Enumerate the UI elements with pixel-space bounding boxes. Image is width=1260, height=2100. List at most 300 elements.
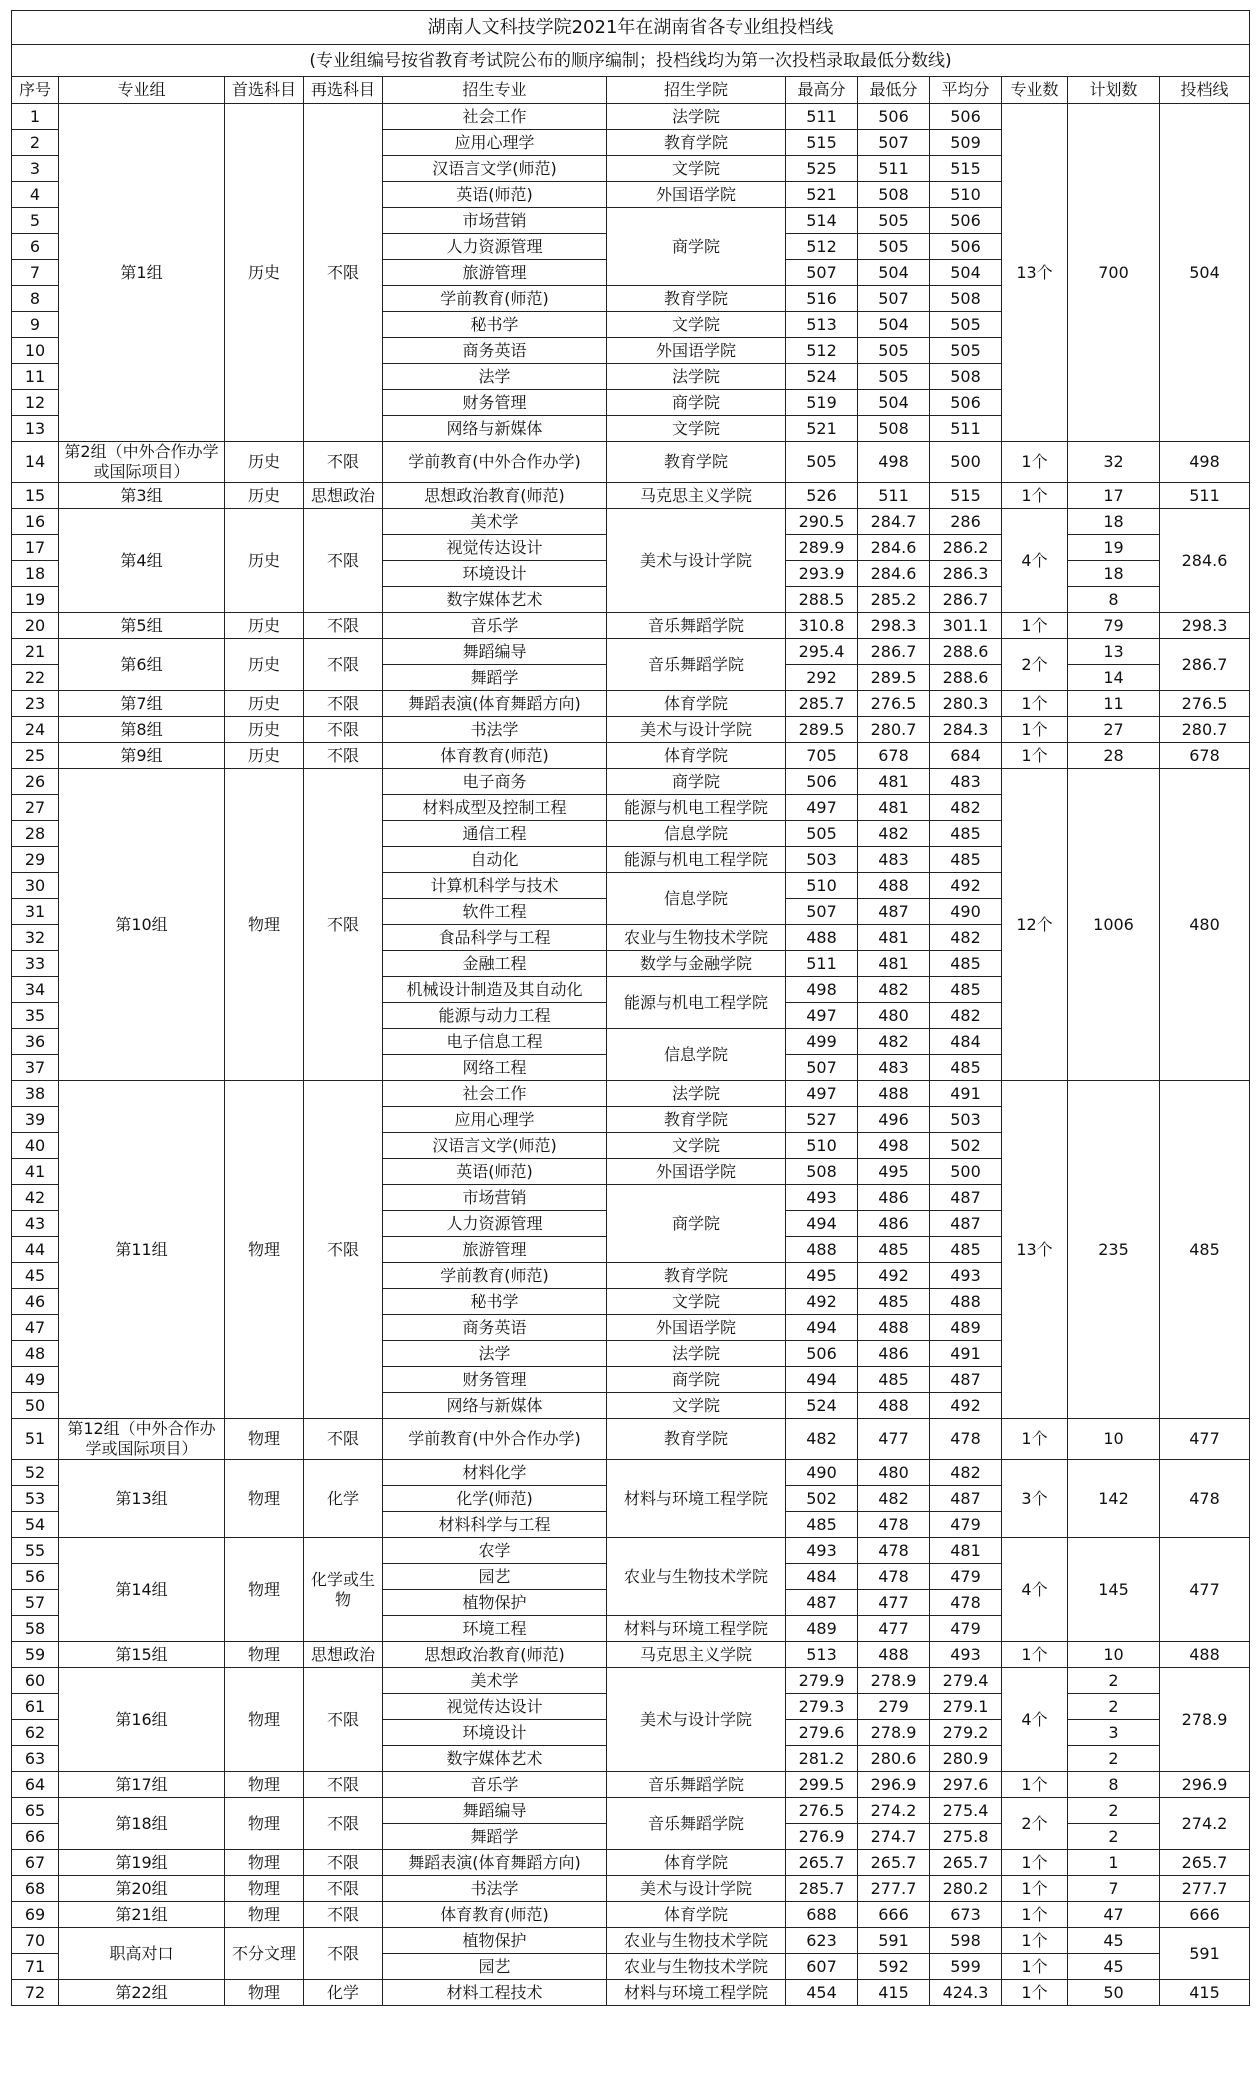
cell-avg-score: 505 [930,312,1002,338]
cell-seq: 4 [12,182,59,208]
cell-first-subject: 物理 [225,1798,304,1850]
cell-major: 电子信息工程 [383,1029,607,1055]
cell-major: 旅游管理 [383,260,607,286]
cell-min-score: 415 [858,1980,930,2006]
cell-seq: 23 [12,691,59,717]
cell-plan-count: 17 [1068,483,1160,509]
cell-max-score: 521 [786,182,858,208]
cell-major: 自动化 [383,847,607,873]
cell-first-subject: 历史 [225,717,304,743]
cell-max-score: 507 [786,1055,858,1081]
cell-max-score: 299.5 [786,1772,858,1798]
cell-max-score: 498 [786,977,858,1003]
cell-college: 材料与环境工程学院 [607,1616,786,1642]
cell-seq: 55 [12,1538,59,1564]
cell-seq: 61 [12,1694,59,1720]
cell-major: 软件工程 [383,899,607,925]
cell-college: 商学院 [607,769,786,795]
cell-min-score: 508 [858,416,930,442]
cell-seq: 50 [12,1393,59,1419]
cell-min-score: 505 [858,234,930,260]
cell-college: 教育学院 [607,1107,786,1133]
cell-second-subject: 思想政治 [304,1642,383,1668]
cell-seq: 3 [12,156,59,182]
table-row [12,1081,1250,1107]
cell-max-score: 510 [786,873,858,899]
cell-cutoff-score: 277.7 [1160,1876,1250,1902]
cell-cutoff-score: 276.5 [1160,691,1250,717]
cell-major: 环境设计 [383,1720,607,1746]
cell-second-subject: 思想政治 [304,483,383,509]
column-header: 再选科目 [304,77,383,104]
cell-major: 材料工程技术 [383,1980,607,2006]
cell-seq: 32 [12,925,59,951]
cell-seq: 6 [12,234,59,260]
cell-avg-score: 485 [930,951,1002,977]
cell-major: 视觉传达设计 [383,1694,607,1720]
cell-first-subject: 历史 [225,691,304,717]
cell-seq: 51 [12,1419,59,1460]
cell-college: 外国语学院 [607,338,786,364]
cell-seq: 60 [12,1668,59,1694]
cell-college: 教育学院 [607,1419,786,1460]
cell-plan-count: 47 [1068,1902,1160,1928]
cell-max-score: 505 [786,442,858,483]
cell-college: 文学院 [607,156,786,182]
cell-cutoff-score: 498 [1160,442,1250,483]
cell-college: 美术与设计学院 [607,509,786,613]
cell-college: 商学院 [607,208,786,286]
cell-cutoff-score: 280.7 [1160,717,1250,743]
cell-min-score: 274.2 [858,1798,930,1824]
cell-major: 英语(师范) [383,182,607,208]
cell-max-score: 292 [786,665,858,691]
cell-plan-count: 145 [1068,1538,1160,1642]
cell-avg-score: 504 [930,260,1002,286]
cell-avg-score: 478 [930,1419,1002,1460]
table-row [12,1980,1250,2006]
cell-first-subject: 物理 [225,1876,304,1902]
cell-min-score: 505 [858,364,930,390]
cell-min-score: 507 [858,286,930,312]
cell-seq: 18 [12,561,59,587]
cell-avg-score: 684 [930,743,1002,769]
cell-major: 舞蹈编导 [383,1798,607,1824]
cell-group: 职高对口 [59,1928,225,1980]
cell-college: 美术与设计学院 [607,717,786,743]
cell-seq: 33 [12,951,59,977]
cell-major: 汉语言文学(师范) [383,156,607,182]
cell-second-subject: 不限 [304,1081,383,1419]
cell-first-subject: 物理 [225,1772,304,1798]
cell-min-score: 485 [858,1289,930,1315]
cell-avg-score: 288.6 [930,665,1002,691]
cell-college: 教育学院 [607,1263,786,1289]
cell-max-score: 497 [786,795,858,821]
cell-min-score: 482 [858,1486,930,1512]
cell-max-score: 506 [786,769,858,795]
cell-cutoff-score: 296.9 [1160,1772,1250,1798]
cell-seq: 70 [12,1928,59,1954]
cell-major: 环境设计 [383,561,607,587]
table-row [12,691,1250,717]
cell-avg-score: 280.9 [930,1746,1002,1772]
cell-college: 美术与设计学院 [607,1876,786,1902]
cell-max-score: 521 [786,416,858,442]
cell-major: 网络与新媒体 [383,416,607,442]
cell-cutoff-score: 678 [1160,743,1250,769]
cell-seq: 64 [12,1772,59,1798]
cell-major-count: 1个 [1002,1772,1068,1798]
cell-avg-score: 511 [930,416,1002,442]
cell-group: 第16组 [59,1668,225,1772]
cell-min-score: 284.7 [858,509,930,535]
cell-avg-score: 492 [930,1393,1002,1419]
cell-second-subject: 不限 [304,509,383,613]
cell-avg-score: 515 [930,483,1002,509]
cell-max-score: 497 [786,1081,858,1107]
cell-seq: 54 [12,1512,59,1538]
cell-major: 环境工程 [383,1616,607,1642]
cell-college: 能源与机电工程学院 [607,795,786,821]
cell-min-score: 496 [858,1107,930,1133]
cell-min-score: 478 [858,1564,930,1590]
cell-major: 舞蹈学 [383,1824,607,1850]
cell-seq: 56 [12,1564,59,1590]
cell-group: 第20组 [59,1876,225,1902]
cell-seq: 42 [12,1185,59,1211]
cell-plan-count: 8 [1068,1772,1160,1798]
cell-seq: 38 [12,1081,59,1107]
cell-second-subject: 不限 [304,717,383,743]
cell-min-score: 483 [858,847,930,873]
cell-cutoff-score: 591 [1160,1928,1250,1980]
cell-min-score: 488 [858,1393,930,1419]
cell-college: 外国语学院 [607,182,786,208]
cell-min-score: 482 [858,977,930,1003]
cell-college: 商学院 [607,1367,786,1393]
cell-plan-count: 18 [1068,509,1160,535]
cell-group: 第11组 [59,1081,225,1419]
cell-cutoff-score: 480 [1160,769,1250,1081]
cell-avg-score: 484 [930,1029,1002,1055]
cell-first-subject: 物理 [225,1642,304,1668]
cell-major-count: 4个 [1002,1538,1068,1642]
cell-college: 文学院 [607,1133,786,1159]
cell-major: 舞蹈学 [383,665,607,691]
cell-second-subject: 化学 [304,1980,383,2006]
cell-avg-score: 286 [930,509,1002,535]
cell-group: 第12组（中外合作办学或国际项目） [59,1419,225,1460]
cell-avg-score: 506 [930,208,1002,234]
cell-major: 市场营销 [383,208,607,234]
cell-plan-count: 50 [1068,1980,1160,2006]
cell-cutoff-score: 666 [1160,1902,1250,1928]
cell-major: 体育教育(师范) [383,1902,607,1928]
cell-group: 第14组 [59,1538,225,1642]
cell-seq: 24 [12,717,59,743]
cell-max-score: 310.8 [786,613,858,639]
cell-major-count: 13个 [1002,104,1068,442]
cell-college: 法学院 [607,1341,786,1367]
cell-major: 计算机科学与技术 [383,873,607,899]
cell-max-score: 503 [786,847,858,873]
cell-min-score: 289.5 [858,665,930,691]
cell-min-score: 278.9 [858,1720,930,1746]
cell-college: 信息学院 [607,821,786,847]
cell-seq: 48 [12,1341,59,1367]
table-row [12,1928,1250,1954]
cell-max-score: 494 [786,1211,858,1237]
cell-max-score: 526 [786,483,858,509]
cell-first-subject: 物理 [225,1460,304,1538]
column-header: 招生专业 [383,77,607,104]
cell-max-score: 493 [786,1538,858,1564]
cell-college: 教育学院 [607,286,786,312]
cell-min-score: 276.5 [858,691,930,717]
cell-plan-count: 18 [1068,561,1160,587]
cell-group: 第18组 [59,1798,225,1850]
cell-major: 应用心理学 [383,130,607,156]
cell-plan-count: 2 [1068,1668,1160,1694]
cell-major: 学前教育(中外合作办学) [383,1419,607,1460]
cell-first-subject: 物理 [225,1668,304,1772]
cell-max-score: 505 [786,821,858,847]
cell-seq: 58 [12,1616,59,1642]
cell-min-score: 488 [858,1315,930,1341]
cell-max-score: 507 [786,899,858,925]
cell-seq: 1 [12,104,59,130]
table-row [12,1876,1250,1902]
cell-min-score: 504 [858,390,930,416]
cell-first-subject: 不分文理 [225,1928,304,1980]
cell-min-score: 506 [858,104,930,130]
cell-major: 植物保护 [383,1590,607,1616]
cell-min-score: 495 [858,1159,930,1185]
cell-seq: 28 [12,821,59,847]
cell-seq: 20 [12,613,59,639]
column-header: 专业组 [59,77,225,104]
cell-college: 文学院 [607,1289,786,1315]
cell-group: 第19组 [59,1850,225,1876]
cell-avg-score: 505 [930,338,1002,364]
cell-second-subject: 不限 [304,639,383,691]
cell-min-score: 274.7 [858,1824,930,1850]
cell-seq: 66 [12,1824,59,1850]
cell-college: 信息学院 [607,873,786,925]
cell-avg-score: 485 [930,977,1002,1003]
cell-major: 学前教育(师范) [383,286,607,312]
cell-seq: 68 [12,1876,59,1902]
cell-group: 第21组 [59,1902,225,1928]
cell-seq: 40 [12,1133,59,1159]
cell-college: 体育学院 [607,1850,786,1876]
cell-min-score: 481 [858,769,930,795]
cell-first-subject: 物理 [225,1419,304,1460]
cell-avg-score: 508 [930,286,1002,312]
cell-cutoff-score: 488 [1160,1642,1250,1668]
cell-max-score: 519 [786,390,858,416]
table-row [12,1668,1250,1694]
cell-second-subject: 不限 [304,1928,383,1980]
cell-min-score: 505 [858,338,930,364]
cell-college: 商学院 [607,1185,786,1263]
cell-min-score: 280.7 [858,717,930,743]
cell-seq: 26 [12,769,59,795]
cell-college: 外国语学院 [607,1315,786,1341]
cell-avg-score: 500 [930,1159,1002,1185]
cell-second-subject: 化学 [304,1460,383,1538]
cell-major: 网络与新媒体 [383,1393,607,1419]
cell-college: 马克思主义学院 [607,1642,786,1668]
cell-major: 学前教育(中外合作办学) [383,442,607,483]
cell-min-score: 284.6 [858,561,930,587]
cell-major: 商务英语 [383,1315,607,1341]
cell-major-count: 1个 [1002,1980,1068,2006]
cell-plan-count: 45 [1068,1954,1160,1980]
cell-seq: 5 [12,208,59,234]
cell-first-subject: 历史 [225,509,304,613]
cell-major: 书法学 [383,1876,607,1902]
cell-college: 能源与机电工程学院 [607,977,786,1029]
table-row [12,613,1250,639]
cell-major-count: 1个 [1002,717,1068,743]
cell-major: 旅游管理 [383,1237,607,1263]
cell-seq: 65 [12,1798,59,1824]
cell-cutoff-score: 478 [1160,1460,1250,1538]
cell-first-subject: 历史 [225,104,304,442]
table-row [12,1850,1250,1876]
cell-min-score: 511 [858,483,930,509]
table-row [12,639,1250,665]
column-header: 专业数 [1002,77,1068,104]
cell-college: 能源与机电工程学院 [607,847,786,873]
cell-max-score: 285.7 [786,1876,858,1902]
cell-min-score: 507 [858,130,930,156]
cell-seq: 36 [12,1029,59,1055]
cell-plan-count: 79 [1068,613,1160,639]
cell-plan-count: 2 [1068,1746,1160,1772]
cell-max-score: 289.5 [786,717,858,743]
cell-major: 商务英语 [383,338,607,364]
cell-college: 体育学院 [607,691,786,717]
cell-plan-count: 7 [1068,1876,1160,1902]
cell-group: 第5组 [59,613,225,639]
header-row [12,77,1250,104]
cell-avg-score: 279.4 [930,1668,1002,1694]
cell-major-count: 1个 [1002,743,1068,769]
cell-seq: 34 [12,977,59,1003]
cell-min-score: 592 [858,1954,930,1980]
cell-seq: 67 [12,1850,59,1876]
cell-group: 第8组 [59,717,225,743]
cell-avg-score: 279.2 [930,1720,1002,1746]
cell-major: 舞蹈编导 [383,639,607,665]
cell-second-subject: 不限 [304,1419,383,1460]
cell-min-score: 280.6 [858,1746,930,1772]
cell-major: 社会工作 [383,104,607,130]
cell-major-count: 1个 [1002,442,1068,483]
cell-max-score: 623 [786,1928,858,1954]
cell-min-score: 492 [858,1263,930,1289]
cell-first-subject: 历史 [225,639,304,691]
cell-second-subject: 不限 [304,1668,383,1772]
cell-max-score: 525 [786,156,858,182]
cell-group: 第6组 [59,639,225,691]
cell-cutoff-score: 415 [1160,1980,1250,2006]
cell-avg-score: 279.1 [930,1694,1002,1720]
column-header: 招生学院 [607,77,786,104]
cell-max-score: 502 [786,1486,858,1512]
cell-plan-count: 28 [1068,743,1160,769]
cell-max-score: 688 [786,1902,858,1928]
cell-second-subject: 不限 [304,1850,383,1876]
cell-max-score: 288.5 [786,587,858,613]
cell-min-score: 278.9 [858,1668,930,1694]
cell-college: 美术与设计学院 [607,1668,786,1772]
cell-min-score: 485 [858,1237,930,1263]
cell-max-score: 290.5 [786,509,858,535]
cell-max-score: 279.6 [786,1720,858,1746]
cell-major: 金融工程 [383,951,607,977]
cell-min-score: 296.9 [858,1772,930,1798]
cell-plan-count: 2 [1068,1694,1160,1720]
cell-college: 法学院 [607,104,786,130]
cell-avg-score: 502 [930,1133,1002,1159]
table-row [12,717,1250,743]
cell-college: 体育学院 [607,1902,786,1928]
cell-college: 音乐舞蹈学院 [607,1772,786,1798]
cell-max-score: 515 [786,130,858,156]
cell-major: 书法学 [383,717,607,743]
cell-avg-score: 490 [930,899,1002,925]
cell-seq: 25 [12,743,59,769]
cell-second-subject: 不限 [304,1902,383,1928]
column-header: 首选科目 [225,77,304,104]
cell-max-score: 484 [786,1564,858,1590]
cell-avg-score: 493 [930,1642,1002,1668]
cell-plan-count: 11 [1068,691,1160,717]
cell-avg-score: 288.6 [930,639,1002,665]
column-header: 平均分 [930,77,1002,104]
cell-max-score: 507 [786,260,858,286]
cell-seq: 29 [12,847,59,873]
cell-avg-score: 493 [930,1263,1002,1289]
cell-group: 第9组 [59,743,225,769]
cell-second-subject: 不限 [304,104,383,442]
cell-major-count: 1个 [1002,483,1068,509]
cell-major: 食品科学与工程 [383,925,607,951]
cell-major: 材料成型及控制工程 [383,795,607,821]
cell-max-score: 276.5 [786,1798,858,1824]
table-row [12,769,1250,795]
cell-avg-score: 280.2 [930,1876,1002,1902]
cell-group: 第7组 [59,691,225,717]
cell-avg-score: 286.2 [930,535,1002,561]
cell-max-score: 454 [786,1980,858,2006]
cell-major: 园艺 [383,1954,607,1980]
cell-first-subject: 历史 [225,613,304,639]
cell-min-score: 286.7 [858,639,930,665]
cell-plan-count: 14 [1068,665,1160,691]
cell-cutoff-score: 265.7 [1160,1850,1250,1876]
cell-major: 化学(师范) [383,1486,607,1512]
cell-max-score: 295.4 [786,639,858,665]
cell-avg-score: 487 [930,1185,1002,1211]
cell-avg-score: 482 [930,925,1002,951]
cell-max-score: 279.3 [786,1694,858,1720]
table-title: 湖南人文科技学院2021年在湖南省各专业组投档线 [12,11,1250,45]
